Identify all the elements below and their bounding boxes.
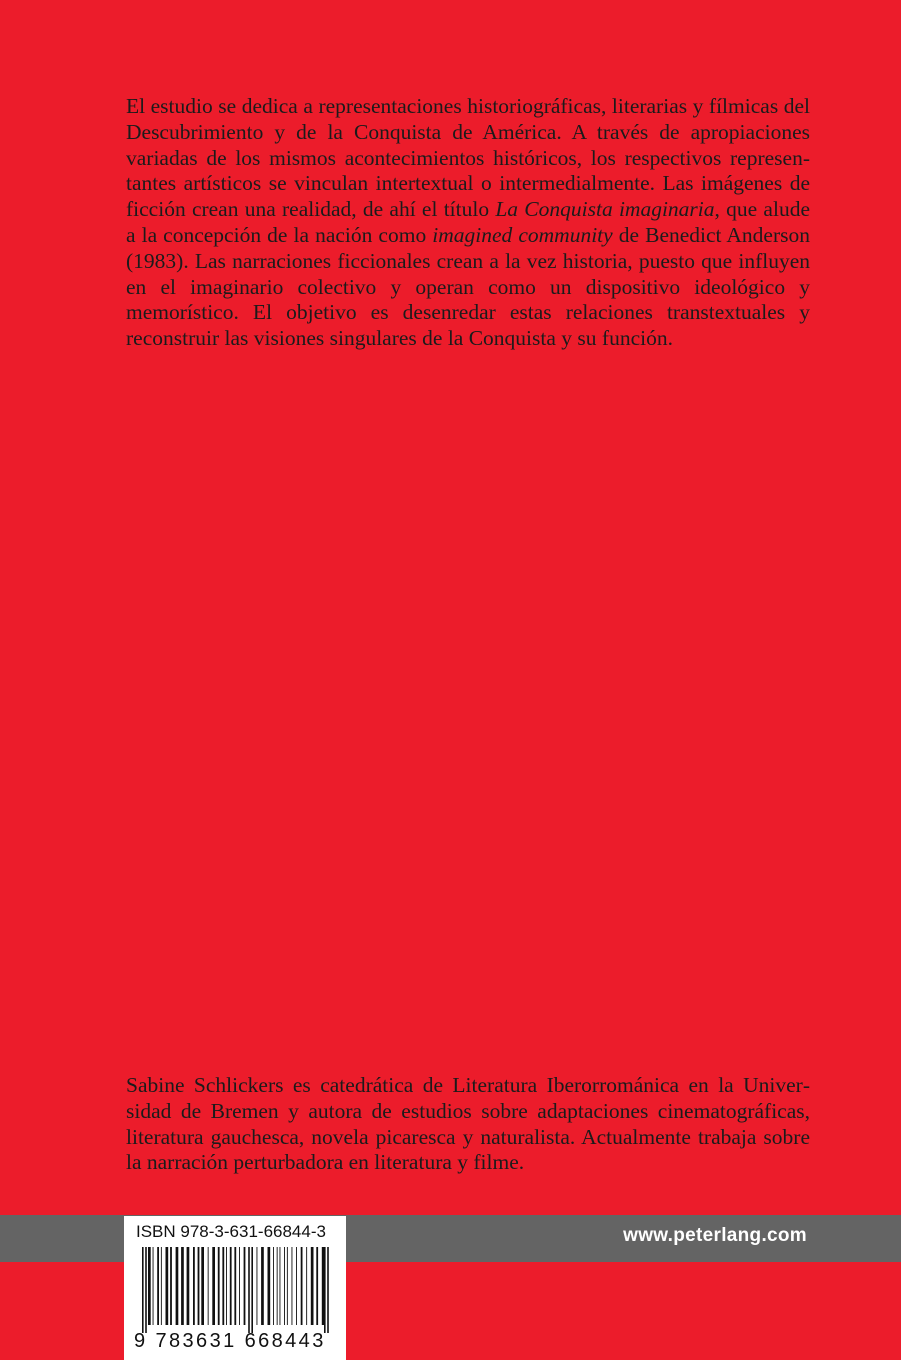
barcode-stripe xyxy=(201,1247,204,1325)
barcode-stripe xyxy=(277,1247,278,1325)
barcode-stripe xyxy=(157,1247,159,1325)
barcode-stripe xyxy=(161,1247,162,1325)
barcode-stripe xyxy=(208,1247,209,1325)
barcode-stripe xyxy=(222,1247,224,1325)
barcode-stripe xyxy=(301,1247,303,1325)
barcode-stripe xyxy=(148,1247,151,1325)
barcode-stripe xyxy=(153,1247,154,1325)
description-text-1: El estudio se dedica a representaciones historiográficas, literarias y fílmicas del Descubrimiento y de la Conquista de América. A través de apropiaciones variadas de los mismos acontecimientos históricos, los respectivos representantes artísticos se vinculan intertextual o intermedialmente. Las imágenes de ficción crean una realidad, de ahí el título xyxy=(126,94,810,222)
barcode-panel xyxy=(124,1216,346,1360)
barcode-stripe xyxy=(311,1247,314,1325)
barcode-stripe xyxy=(248,1247,250,1333)
barcode-stripe xyxy=(166,1247,169,1325)
book-title-italic: La Conquista imaginaria xyxy=(495,197,715,222)
barcode-stripe xyxy=(218,1247,220,1325)
barcode-stripe xyxy=(273,1247,274,1325)
barcode-stripe xyxy=(145,1247,147,1333)
barcode-stripe xyxy=(239,1247,240,1325)
barcode-stripe xyxy=(257,1247,258,1325)
barcode-stripe xyxy=(327,1247,329,1333)
barcode-stripe xyxy=(170,1247,172,1325)
barcode-stripe xyxy=(306,1247,307,1325)
term-italic: imagined community xyxy=(432,222,613,247)
ean-digits: 9 783631 668443 xyxy=(134,1330,326,1352)
barcode-stripe xyxy=(187,1247,190,1325)
barcode-stripe xyxy=(193,1247,195,1325)
barcode-stripe xyxy=(181,1247,184,1325)
barcode-stripe xyxy=(280,1247,281,1325)
barcode-stripe xyxy=(316,1247,318,1325)
barcode-stripe xyxy=(226,1247,227,1325)
barcode-stripe xyxy=(176,1247,179,1325)
barcode-stripe xyxy=(230,1247,232,1325)
barcode-stripe xyxy=(287,1247,288,1325)
barcode-stripe xyxy=(261,1247,264,1325)
isbn-label: ISBN 978-3-631-66844-3 xyxy=(136,1222,326,1241)
barcode-stripe xyxy=(324,1247,326,1333)
barcode-stripe xyxy=(244,1247,246,1325)
description-text-3: de Benedict Anderson (1983). Las narraciones ficcionales crean a la vez historia, puesto que influyen en el imaginario colectivo y operan como un dispositivo ideológico y memorístico. El objetivo es desenredar estas relaciones transtextuales y reconstruir las visiones singulares de la Conquista y su función. xyxy=(126,222,810,351)
author-bio: Sabine Schlickers es catedrática de Literatura Iberorrománica en la Universidad de Bremen y autora de estudios sobre adaptaciones cinematográficas, literatura gauchesca, novela picaresca y naturalista. Actualmente trabaja sobre la narración perturbadora en literatura y filme. xyxy=(126,1073,810,1175)
barcode-stripe xyxy=(296,1247,297,1325)
barcode-stripe xyxy=(268,1247,271,1325)
barcode-stripe xyxy=(142,1247,144,1333)
barcode-stripe xyxy=(251,1247,253,1333)
barcode-stripe xyxy=(234,1247,236,1325)
book-description xyxy=(126,94,810,352)
barcode-stripe xyxy=(292,1247,293,1325)
barcode-stripe xyxy=(212,1247,215,1325)
publisher-url: www.peterlang.com xyxy=(623,1225,807,1246)
barcode-stripe xyxy=(284,1247,285,1325)
barcode-stripe xyxy=(198,1247,200,1325)
description-text-2: , que alude a la concepción de la nación como xyxy=(126,197,810,247)
barcode-bars xyxy=(134,1247,334,1333)
